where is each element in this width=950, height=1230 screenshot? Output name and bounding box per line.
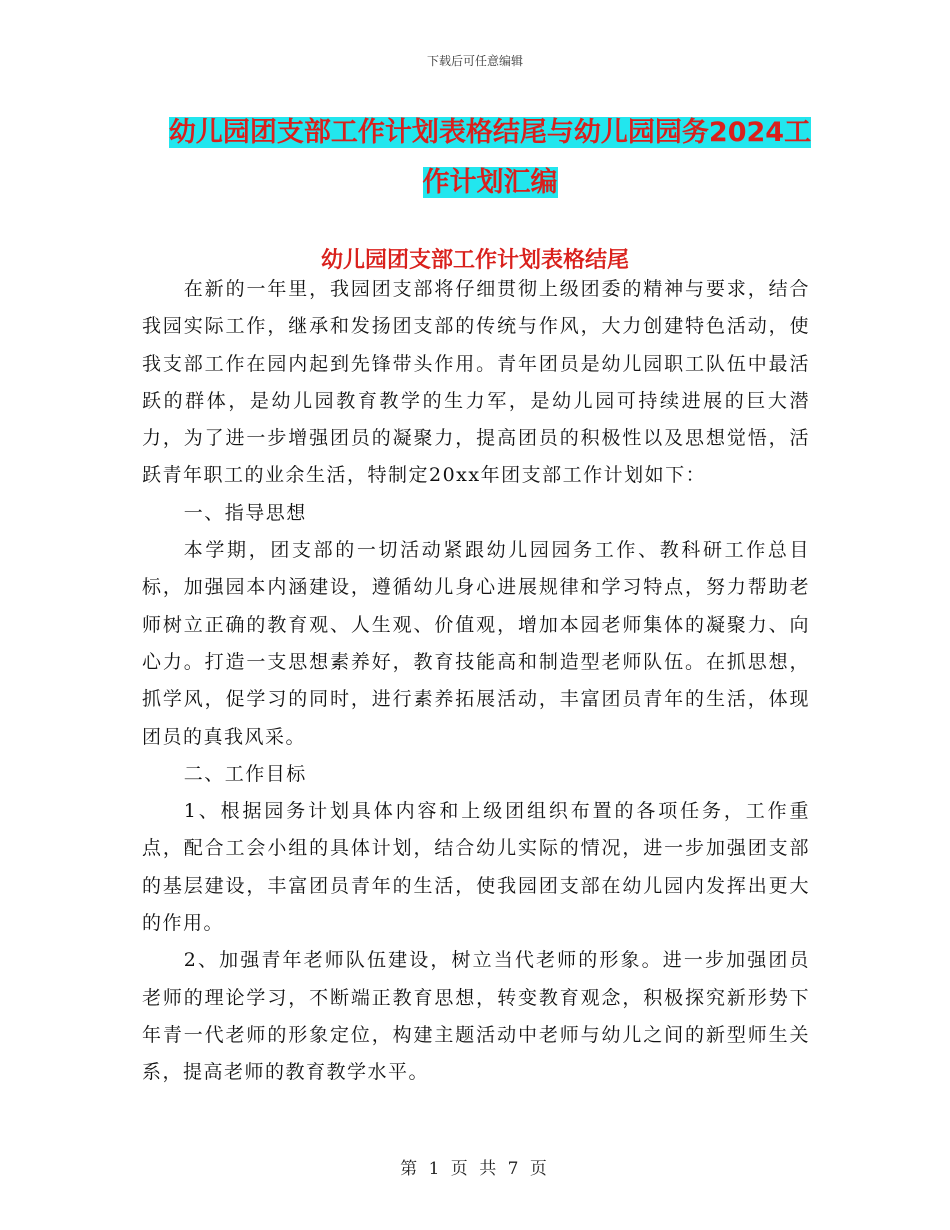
heading-work-goals: 二、工作目标 [183,762,307,785]
heading-guiding-ideology: 一、指导思想 [183,501,307,524]
page-number-footer: 第 1 页 共 7 页 [400,1159,550,1179]
document-title [160,108,820,208]
section-title: 幼儿园团支部工作计划表格结尾 [320,248,629,273]
intro-paragraph: 在新的一年里，我园团支部将仔细贯彻上级团委的精神与要求，结合我园实际工作，继承和发扬团支部的传统与作风，大力创建特色活动，使我支部工作在园内起到先锋带头作用。青年团员是幼儿园职工队伍中最活跃的群体，是幼儿园教育教学的生力军，是幼儿园可持续进展的巨大潜力，为了进一步增强团员的凝聚力，提高团员的积极性以及思想觉悟，活跃青年职工的业余生活，特制定20xx年团支部工作计划如下： [142,278,810,487]
document-title-text: 幼儿园团支部工作计划表格结尾与幼儿园园务2024工作计划汇编 [168,117,812,198]
work-goal-2-paragraph: 2、加强青年老师队伍建设，树立当代老师的形象。进一步加强团员老师的理论学习，不断端正教育思想，转变教育观念，积极探究新形势下年青一代老师的形象定位，构建主题活动中老师与幼儿之间的新型师生关系，提高老师的教育教学水平。 [142,949,810,1084]
page-header-note: 下载后可任意编辑 [426,54,523,68]
work-goal-1-paragraph: 1、根据园务计划具体内容和上级团组织布置的各项任务，工作重点，配合工会小组的具体计划，结合幼儿实际的情况，进一步加强团支部的基层建设，丰富团员青年的生活，使我园团支部在幼儿园内发挥出更大的作用。 [142,800,810,935]
document-body [142,271,810,1092]
guiding-ideology-paragraph: 本学期，团支部的一切活动紧跟幼儿园园务工作、教科研工作总目标，加强园本内涵建设，遵循幼儿身心进展规律和学习特点，努力帮助老师树立正确的教育观、人生观、价值观，增加本园老师集体的凝聚力、向心力。打造一支思想素养好，教育技能高和制造型老师队伍。在抓思想，抓学风，促学习的同时，进行素养拓展活动，丰富团员青年的生活，体现团员的真我风采。 [142,539,810,748]
